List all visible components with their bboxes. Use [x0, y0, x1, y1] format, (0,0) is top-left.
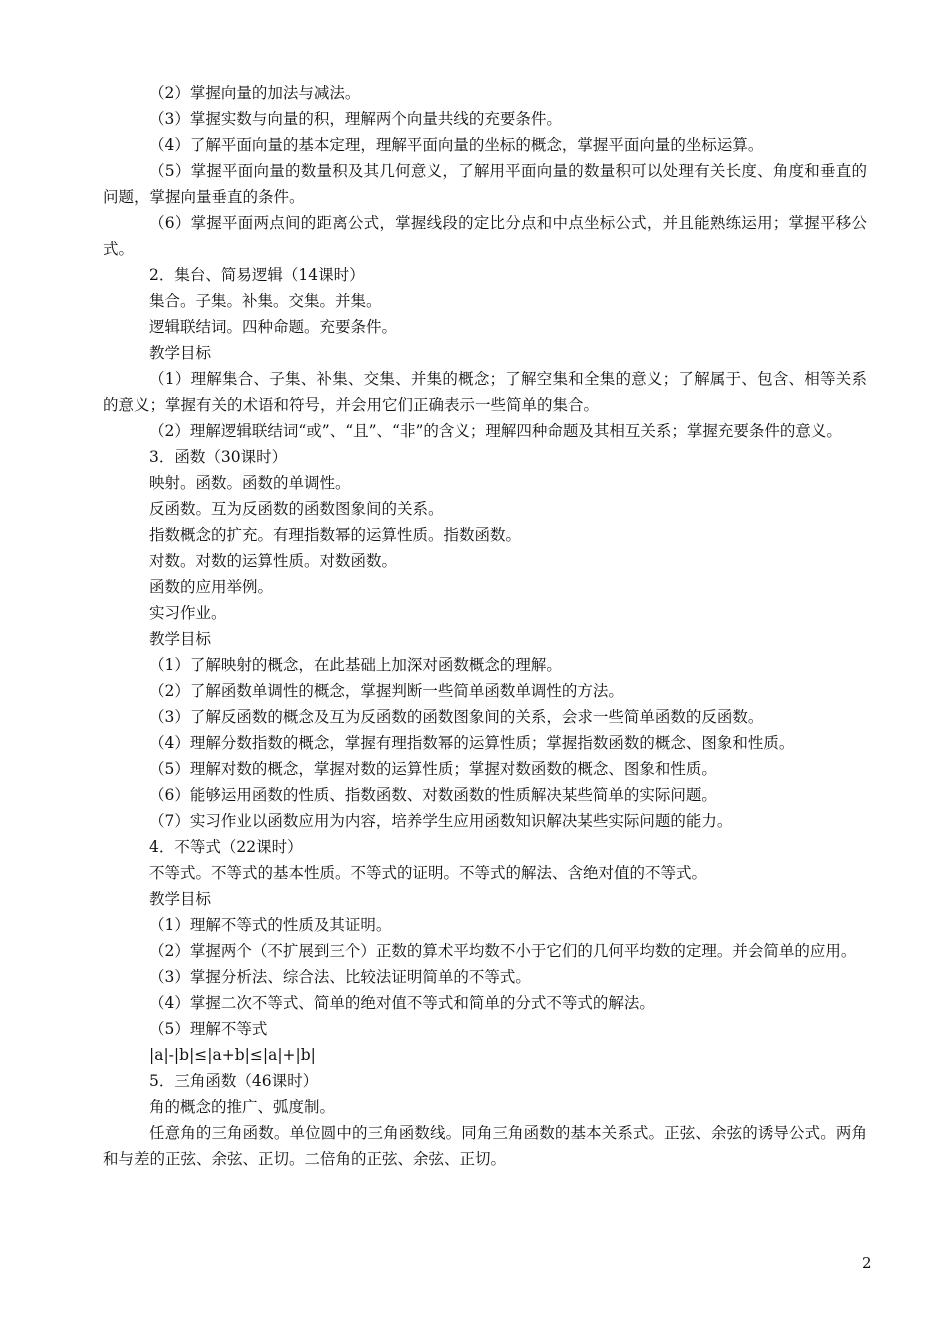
- paragraph: （1）了解映射的概念，在此基础上加深对函数概念的理解。: [149, 656, 562, 674]
- paragraph: 实习作业。: [149, 604, 227, 622]
- paragraph: 对数。对数的运算性质。对数函数。: [149, 552, 398, 570]
- page-number: 2: [862, 1254, 872, 1272]
- paragraph: （4）掌握二次不等式、简单的绝对值不等式和简单的分式不等式的解法。: [149, 994, 655, 1012]
- formula: |a|-|b|≤|a+b|≤|a|+|b|: [149, 1046, 316, 1064]
- paragraph: （3）掌握分析法、综合法、比较法证明简单的不等式。: [149, 968, 531, 986]
- section-heading: 4．不等式（22课时）: [149, 838, 303, 856]
- paragraph: 指数概念的扩充。有理指数幂的运算性质。指数函数。: [149, 526, 522, 544]
- subheading: 教学目标: [149, 344, 212, 362]
- paragraph: （1）理解不等式的性质及其证明。: [149, 916, 392, 934]
- paragraph: 任意角的三角函数。单位圆中的三角函数线。同角三角函数的基本关系式。正弦、余弦的诱导公式。两角和与差的正弦、余弦、正切。二倍角的正弦、余弦、正切。: [103, 1124, 867, 1168]
- paragraph: （3）了解反函数的概念及互为反函数的函数图象间的关系，会求一些简单函数的反函数。: [149, 708, 764, 726]
- paragraph: （5）理解对数的概念，掌握对数的运算性质；掌握对数函数的概念、图象和性质。: [149, 760, 717, 778]
- paragraph: （4）理解分数指数的概念，掌握有理指数幂的运算性质；掌握指数函数的概念、图象和性质。: [149, 734, 795, 752]
- paragraph: 集合。子集。补集。交集。并集。: [149, 292, 382, 310]
- paragraph: 逻辑联结词。四种命题。充要条件。: [149, 318, 398, 336]
- paragraph: （5）理解不等式: [149, 1020, 268, 1038]
- paragraph: 不等式。不等式的基本性质。不等式的证明。不等式的解法、含绝对值的不等式。: [149, 864, 708, 882]
- paragraph: （2）掌握向量的加法与减法。: [149, 84, 361, 102]
- subheading: 教学目标: [149, 890, 212, 908]
- section-heading: 2．集台、简易逻辑（14课时）: [149, 266, 365, 284]
- paragraph: 角的概念的推广、弧度制。: [149, 1098, 336, 1116]
- paragraph: （7）实习作业以函数应用为内容，培养学生应用函数知识解决某些实际问题的能力。: [149, 812, 733, 830]
- paragraph: （2）理解逻辑联结词“或”、“且”、“非”的含义；理解四种命题及其相互关系；掌握充要条件的意义。: [149, 422, 842, 440]
- subheading: 教学目标: [149, 630, 212, 648]
- paragraph: 反函数。互为反函数的函数图象间的关系。: [149, 500, 444, 518]
- section-heading: 3．函数（30课时）: [149, 448, 288, 466]
- paragraph: （1）理解集合、子集、补集、交集、并集的概念；了解空集和全集的意义；了解属于、包含、相等关系的意义；掌握有关的术语和符号，并会用它们正确表示一些简单的集合。: [103, 370, 867, 414]
- paragraph: （6）能够运用函数的性质、指数函数、对数函数的性质解决某些简单的实际问题。: [149, 786, 717, 804]
- paragraph: （3）掌握实数与向量的积，理解两个向量共线的充要条件。: [149, 110, 562, 128]
- paragraph: （2）了解函数单调性的概念，掌握判断一些简单函数单调性的方法。: [149, 682, 624, 700]
- paragraph: 函数的应用举例。: [149, 578, 274, 596]
- paragraph: （4）了解平面向量的基本定理，理解平面向量的坐标的概念，掌握平面向量的坐标运算。: [149, 136, 764, 154]
- paragraph: （5）掌握平面向量的数量积及其几何意义，了解用平面向量的数量积可以处理有关长度、角度和垂直的问题，掌握向量垂直的条件。: [103, 162, 867, 206]
- paragraph: 映射。函数。函数的单调性。: [149, 474, 351, 492]
- section-heading: 5．三角函数（46课时）: [149, 1072, 319, 1090]
- document-body: [103, 80, 867, 1172]
- paragraph: （2）掌握两个（不扩展到三个）正数的算术平均数不小于它们的几何平均数的定理。并会简单的应用。: [149, 942, 857, 960]
- paragraph: （6）掌握平面两点间的距离公式，掌握线段的定比分点和中点坐标公式，并且能熟练运用；掌握平移公式。: [103, 214, 867, 258]
